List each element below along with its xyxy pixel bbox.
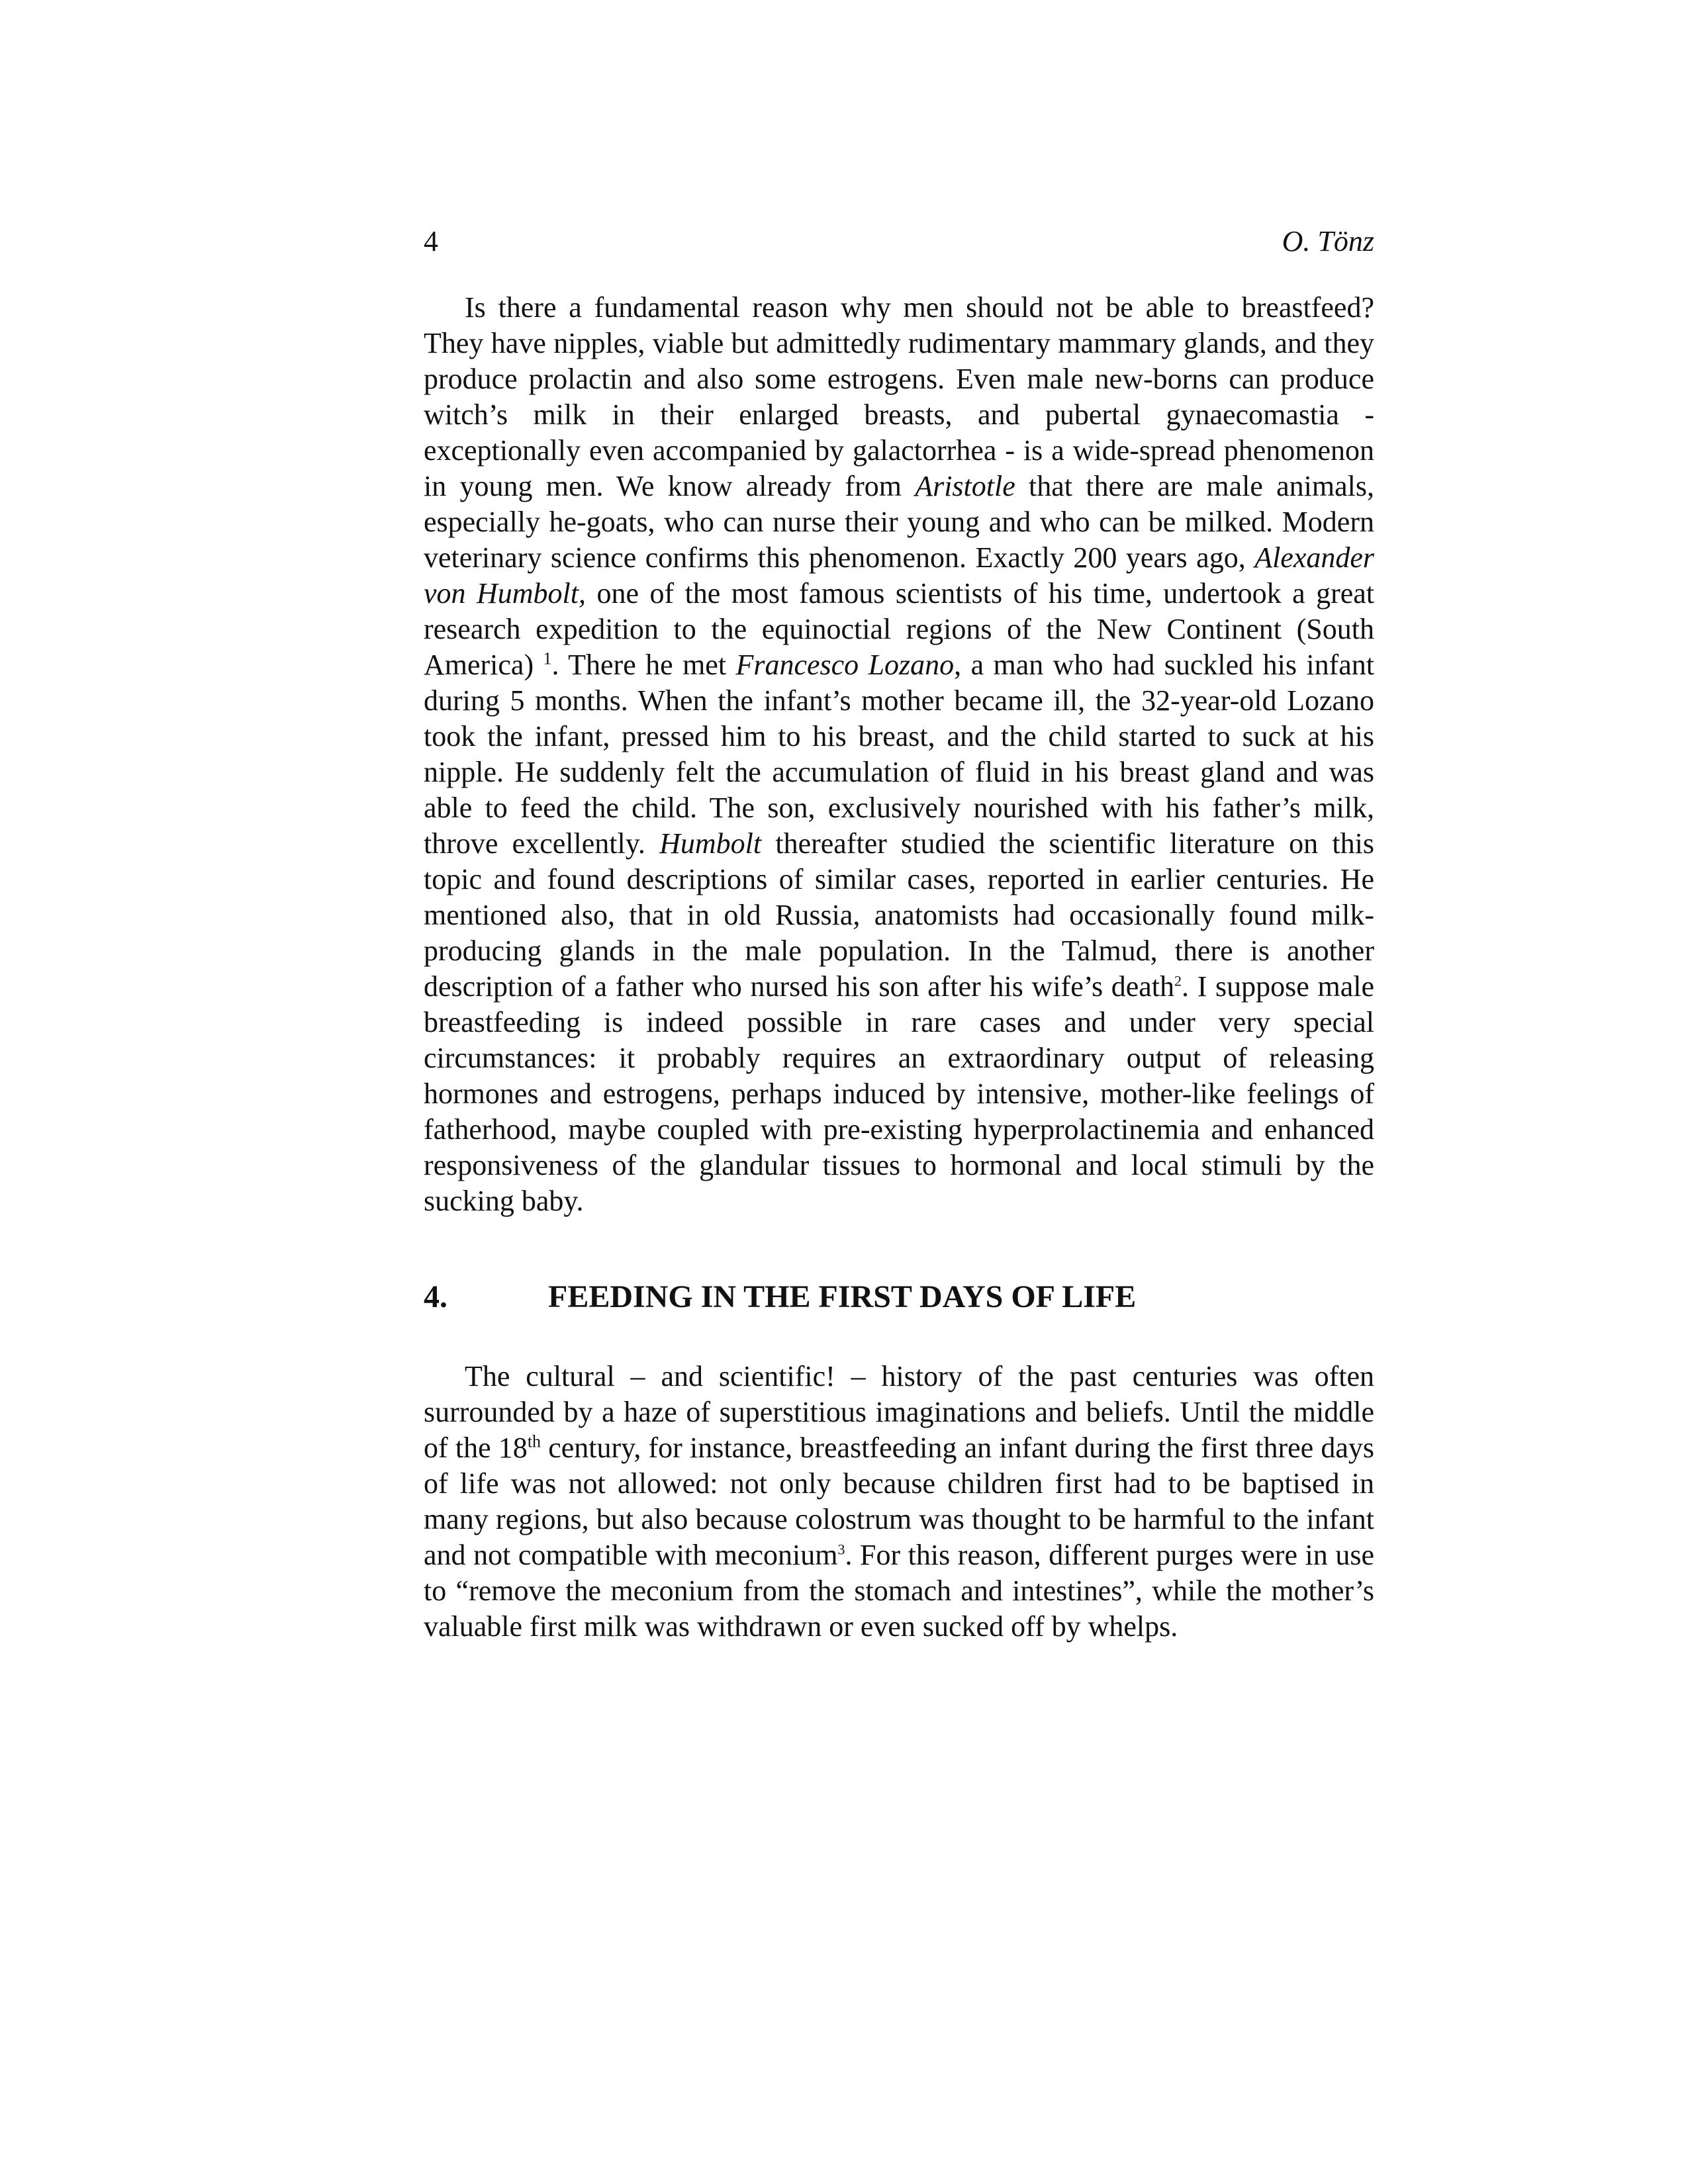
text-run: . I suppose male breastfeeding is indeed possible in rare cases and under very special circumstances: it probably requires an extraordinary output of releasing hormones and estrogens, perhaps induced by intensive, mother-like feelings of fatherhood, maybe coupled with pre-existing hyperprolactinemia and enhanced responsiveness of the glandular tissues to hormonal and local stimuli by the sucking baby. [424,970,1374,1217]
running-author: O. Tönz [1282,225,1374,257]
body-paragraph [424,1359,1374,1645]
ordinal-suffix: th [527,1432,541,1451]
name-aristotle: Aristotle [915,470,1015,502]
section-number: 4. [424,1279,447,1314]
text-run: Is there a fundamental reason why men should not be able to breastfeed? They have nipples, viable but admittedly rudimentary mammary glands, and they produce prolactin and also some estrogens. Even male new-borns can produce witch’s milk in their enlarged breasts, and pubertal gynaecomastia - exceptionally even accompanied by galactorrhea - is a wide-spread phenomenon in young men. We know already from [424,291,1374,502]
reference-marker: 2 [1174,972,1182,989]
text-run: thereafter studied the scientific literature on this topic and found descriptions of similar cases, reported in earlier centuries. He mentioned also, that in old Russia, anatomists had occasionally found milk-producing glands in the male population. In the Talmud, there is another description of a father who nursed his son after his wife’s death [424,827,1374,1003]
page-number: 4 [424,225,438,257]
text-run: The cultural – and scientific! – history of the past centuries was often surrounded by a haze of superstitious imaginations and beliefs. Until the middle of the 18 [424,1360,1374,1464]
text-run: that there are male animals, especially he-goats, who can nurse their young and who can be milked. Modern veterinary science confirms this phenomenon. Exactly 200 years ago, [424,470,1374,574]
name-francesco-lozano: Francesco Lozano [735,649,955,681]
text-run: century, for instance, breastfeeding an infant during the first three days of life was not allowed: not only because children first had to be baptised in many regions, but also because colostrum was thought to be harmful to the infant and not compatible with meconium [424,1432,1375,1571]
reference-marker: 3 [837,1541,845,1558]
text-run: . For this reason, different purges were in use to “remove the meconium from the stomach and intestines”, while the mother’s valuable first milk was withdrawn or even sucked off by whelps. [424,1539,1374,1643]
name-humbolt: Humbolt [659,827,762,860]
text-run: , a man who had suckled his infant during 5 months. When the infant’s mother became ill, the 32-year-old Lozano took the infant, pressed him to his breast, and the child started to suck at his nipple. He suddenly felt the accumulation of fluid in his breast gland and was able to feed the child. The son, exclusively nourished with his father’s milk, throve excellently. [424,649,1374,860]
section-heading [424,1276,1374,1318]
name-alexander-von-humbolt: Alexander von Humbolt, [424,541,1374,610]
section-title: FEEDING IN THE FIRST DAYS OF LIFE [548,1279,1137,1314]
body-paragraph [424,290,1374,1219]
text-run: one of the most famous scientists of his time, undertook a great research expedition to the equinoctial regions of the New Continent (South America) [424,577,1375,681]
reference-marker: 1 [543,649,552,668]
text-run: . There he met [551,649,736,681]
